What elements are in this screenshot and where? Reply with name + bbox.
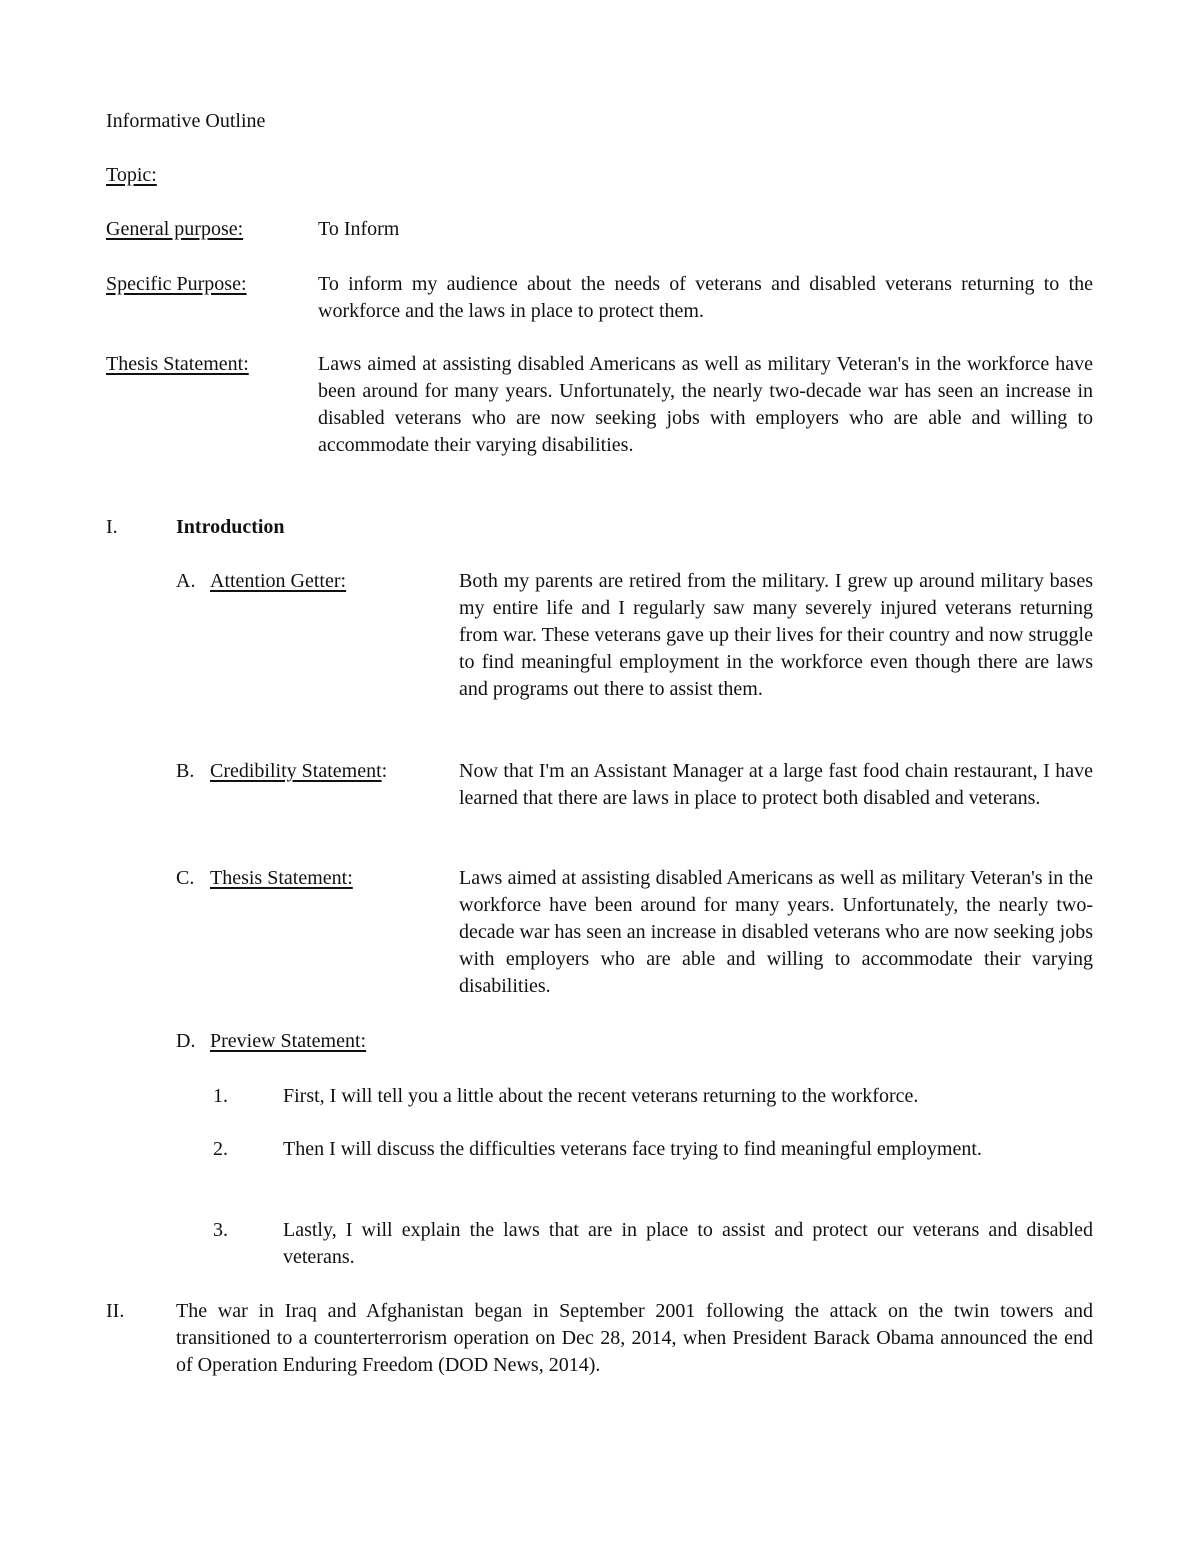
- item-b-letter: B.: [176, 760, 195, 782]
- section-2-text: The war in Iraq and Afghanistan began in September 2001 following the attack on the twin towers and transitioned to a counterterrorism operation on Dec 28, 2014, when President Barack Obama announced the end of Operation Enduring Freedom (DOD News, 2014).: [176, 1300, 1093, 1376]
- thesis-label: Thesis Statement:: [106, 353, 249, 375]
- item-d-letter: D.: [176, 1030, 196, 1052]
- credibility-statement-label: Credibility Statement: [210, 760, 382, 782]
- preview-item-3-number: 3.: [213, 1219, 228, 1241]
- credibility-statement-text: Now that I'm an Assistant Manager at a large fast food chain restaurant, I have learned that there are laws in place to protect both disabled and veterans.: [459, 760, 1093, 809]
- item-a-letter: A.: [176, 570, 196, 592]
- specific-purpose-label: Specific Purpose:: [106, 273, 247, 295]
- preview-item-1-number: 1.: [213, 1085, 228, 1107]
- section-2-numeral: II.: [106, 1300, 125, 1322]
- thesis-text: Laws aimed at assisting disabled Americans as well as military Veteran's in the workforce have been around for many years. Unfortunately, the nearly two-decade war has seen an increase in disabled veterans who are now seeking jobs with employers who are able and willing to accommodate their varying disabilities.: [318, 353, 1093, 456]
- preview-item-2-number: 2.: [213, 1138, 228, 1160]
- section-1-numeral: I.: [106, 516, 118, 538]
- credibility-label-colon: :: [381, 760, 388, 782]
- preview-item-3-text: Lastly, I will explain the laws that are in place to assist and protect our veterans and disabled veterans.: [283, 1219, 1093, 1268]
- specific-purpose-text: To inform my audience about the needs of veterans and disabled veterans returning to the workforce and the laws in place to protect them.: [318, 273, 1093, 322]
- general-purpose-text: To Inform: [318, 218, 400, 240]
- intro-thesis-label: Thesis Statement:: [210, 867, 353, 889]
- preview-item-1-text: First, I will tell you a little about the recent veterans returning to the workforce.: [283, 1085, 919, 1107]
- preview-statement-label: Preview Statement:: [210, 1030, 367, 1052]
- intro-thesis-text: Laws aimed at assisting disabled Americans as well as military Veteran's in the workforce have been around for many years. Unfortunately, the nearly two-decade war has seen an increase in disabled veterans who are now seeking jobs with employers who are able and willing to accommodate their varying disabilities.: [459, 867, 1093, 997]
- preview-item-2-text: Then I will discuss the difficulties veterans face trying to find meaningful employment.: [283, 1138, 982, 1160]
- attention-getter-label: Attention Getter:: [210, 570, 347, 592]
- credibility-label-wrap: [210, 758, 387, 785]
- section-1-heading: Introduction: [176, 516, 285, 538]
- attention-getter-text: Both my parents are retired from the military. I grew up around military bases my entire life and I regularly saw many severely injured veterans returning from war. These veterans gave up their lives for their country and now struggle to find meaningful employment in the workforce even though there are laws and programs out there to assist them.: [459, 570, 1093, 700]
- document-title: Informative Outline: [106, 110, 266, 132]
- topic-label: Topic:: [106, 164, 157, 186]
- item-c-letter: C.: [176, 867, 195, 889]
- general-purpose-label: General purpose:: [106, 218, 244, 240]
